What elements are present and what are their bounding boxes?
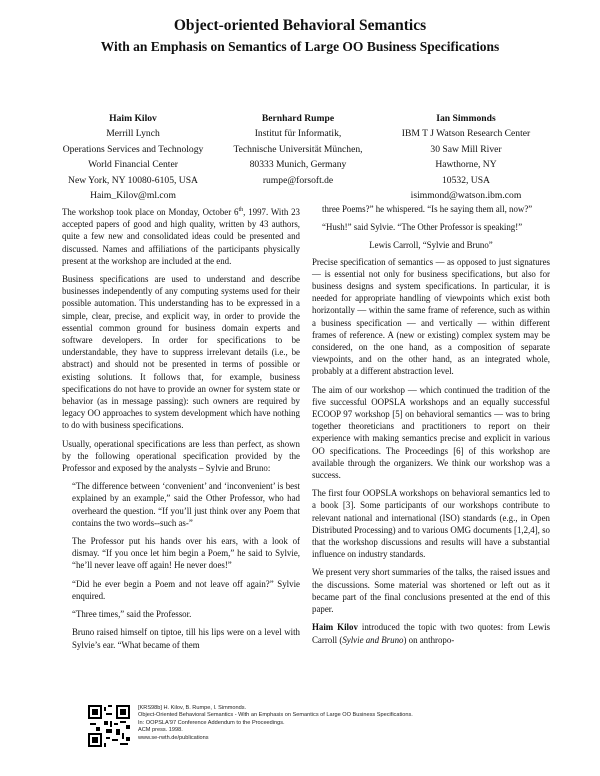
citation-link[interactable]: www.se-rwth.de/publications (138, 734, 209, 741)
citation-line: In: OOPSLA'97 Conference Addendum to the Proceedings. (138, 719, 285, 726)
author-name: Haim Kilov (109, 113, 157, 124)
author-address: New York, NY 10080-6105, USA (68, 174, 198, 186)
author-block-rumpe (210, 111, 386, 188)
quote-paragraph: “Hush!” said Sylvie. “The Other Professor is speaking!” (322, 222, 523, 233)
author-address: World Financial Center (88, 159, 178, 171)
quote-paragraph: “The difference between ‘convenient’ and ‘inconvenient’ is best explained by an example,” said the Other Professor, who had overheard the question. “If you’ll just think over any Poem that contains the two words--such as-” (72, 481, 300, 528)
body-paragraph: We present very short summaries of the talks, the raised issues and the discussions. Some material was shortened or left out as it became part of the final conclusions presented at the end of this paper. (312, 567, 550, 615)
quote-paragraph: “Three times,” said the Professor. (72, 609, 192, 620)
author-email: Haim_Kilov@ml.com (90, 190, 176, 202)
author-affiliation: Merrill Lynch (106, 128, 160, 140)
author-address: 80333 Munich, Germany (249, 159, 347, 171)
author-affiliation: IBM T J Watson Research Center (401, 128, 531, 140)
body-paragraph: Haim Kilov introduced the topic with two quotes: from Lewis Carroll (Sylvie and Bruno) on anthropo- (312, 622, 550, 645)
author-email: rumpe@forsoft.de (262, 174, 334, 186)
quote-paragraph: Bruno raised himself on tiptoe, till his lips were on a level with Sylvie’s ear. “What became of them (72, 627, 300, 650)
body-paragraph: The first four OOPSLA workshops on behavioral semantics led to a book [3]. Some participants of our workshops contribute to relevant national and international (ISO) standards (e.g., in Open Distributed Processing) and to various OMG documents [1,2,4], so that the workshop discussions and results will have a substantial influence on industry standards. (312, 488, 550, 560)
citation-line: [KRS98b] H. Kilov, B. Rumpe, I. Simmonds. (138, 705, 247, 711)
right-column (312, 203, 550, 652)
author-block-kilov (48, 111, 218, 203)
quote-paragraph: The Professor put his hands over his ears, with a look of dismay. “If you once let him begin a Poem,” he said to Sylvie, “he’ll never leave off again! He never does!” (72, 536, 300, 571)
body-paragraph: The aim of our workshop — which continued the tradition of the five successful OOPSLA workshops and an equally successful ECOOP 97 workshop [5] on behavioral semantics — was to bring together theoreticians and practitioners to report on their experience with making semantics precise and explicit in various OO specifications. The Proceedings [6] of this workshop are available through the organizers. We think our workshop was a success. (312, 384, 550, 481)
paper-subtitle: With an Emphasis on Semantics of Large OO Business Specifications (100, 39, 500, 54)
author-name: Ian Simmonds (436, 113, 496, 124)
paper-title: Object-oriented Behavioral Semantics (173, 17, 427, 34)
qr-code-icon (88, 705, 130, 747)
citation-line: Object-Oriented Behavioral Semantics - With an Emphasis on Semantics of Large OO Business Specifications. (138, 712, 413, 719)
intro-paragraph: The workshop took place on Monday, October 6th, 1997. With 23 accepted papers of good and high quality, written by 43 authors, quite a few new and consolidated ideas could be presented and discussed. Names and affiliations of the participants physically present at the workshop are included at the end. (62, 207, 300, 266)
author-address: 30 Saw Mill River (430, 143, 502, 155)
left-column (62, 206, 300, 657)
quote-paragraph: “Did he ever begin a Poem and not leave off again?” Sylvie enquired. (72, 578, 300, 601)
author-email: isimmond@watson.ibm.com (410, 190, 522, 202)
citation-line: ACM press. 1998. (138, 727, 183, 734)
author-address: 10532, USA (442, 174, 490, 186)
author-address: Hawthorne, NY (435, 159, 497, 171)
body-paragraph: Usually, operational specifications are less than perfect, as shown by the following operational specification provided by the Professor and exposed by the analysts – Sylvie and Bruno: (62, 438, 300, 474)
author-block-simmonds (376, 111, 556, 203)
quote-attribution: Lewis Carroll, “Sylvie and Bruno” (369, 240, 493, 251)
author-name: Bernhard Rumpe (261, 113, 335, 124)
quote-paragraph: three Poems?” he whispered. “Is he saying them all, now?” (322, 204, 533, 214)
author-affiliation: Operations Services and Technology (62, 143, 204, 155)
author-affiliation: Technische Universität München, (233, 143, 363, 155)
body-paragraph: Precise specification of semantics — as opposed to just signatures — is essential not only for business specifications, but also for business designs and system specifications. In particular, it is needed for appropriate handling of viewpoints which exist both horizontally — within the same frame of reference, such as within a business specification — and vertically — within different frames of reference. A (new or existing) complex system may be considered, on the one hand, as a composition of separate viewpoints, and on the other hand, as an integrated whole, probably at a different abstraction level. (312, 256, 550, 377)
citation-footer (88, 705, 508, 761)
citation-text (138, 705, 413, 742)
author-affiliation: Institut für Informatik, (254, 128, 342, 140)
body-paragraph: Business specifications are used to understand and describe businesses independently of any computing systems used for their possible automation. This understanding has to be expressed in a simple, clear, precise, and explicit way, in order to provide the essential common ground for business domain experts and software developers. In order for specifications to be understandable, they have to suppress irrelevant details (i.e., be abstract) and should not be presented in terms of possible or existing solutions. It follows that, for example, business specifications do not have to provide an owner for system state or behavior (as in message passing): such owners are required by legacy OO approaches to system development which have nothing to do with business specifications. (62, 274, 300, 431)
